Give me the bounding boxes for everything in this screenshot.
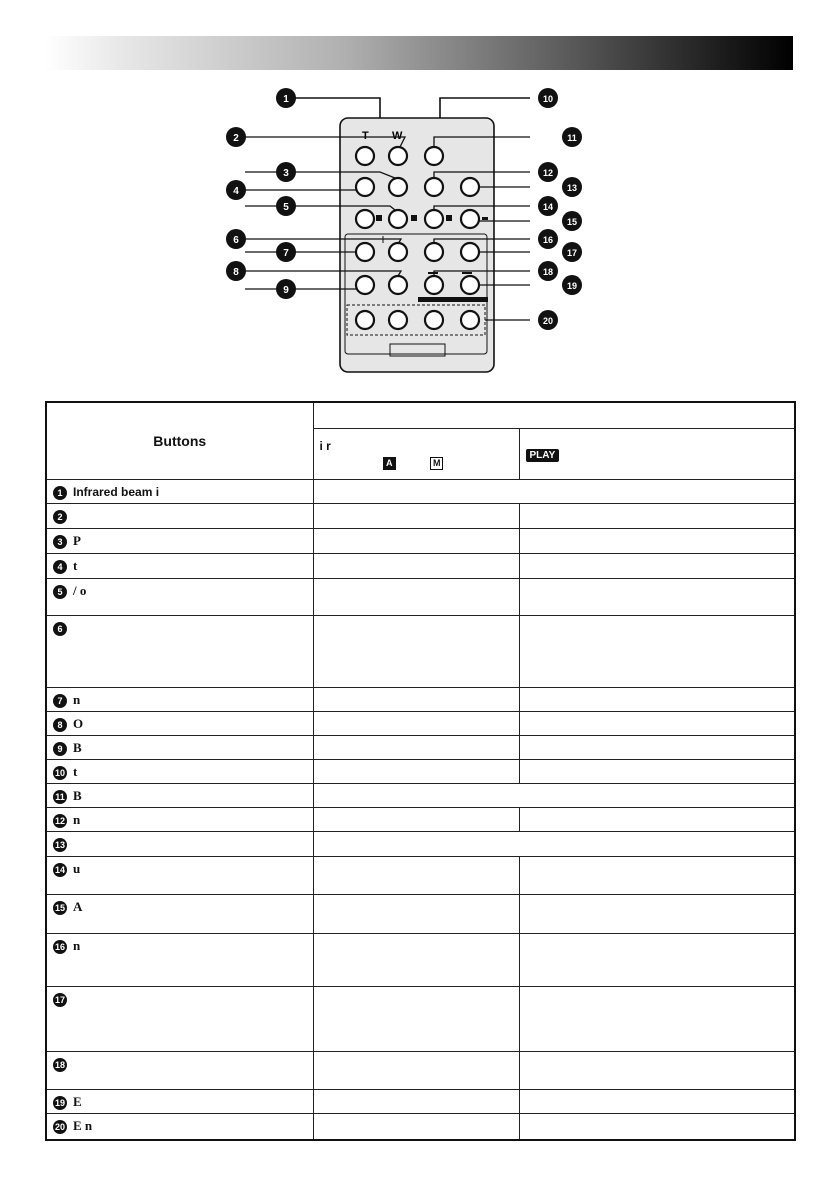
row-number-badge: 13 [54, 840, 65, 851]
table-row [46, 687, 795, 711]
table-row [46, 857, 795, 895]
table-row [46, 1051, 795, 1089]
row-number-badge: 15 [54, 903, 65, 914]
function-cell-record [313, 579, 519, 616]
button-name-text: E [73, 1094, 82, 1110]
button-name-text: Infrared beam i [73, 484, 160, 499]
callout-15: 15 [566, 217, 578, 227]
button-name-text: n [73, 691, 81, 707]
row-number-badge: 9 [53, 742, 67, 756]
function-cell-play [519, 1051, 795, 1089]
function-cell-play [519, 933, 795, 986]
button-function-table [45, 401, 796, 1141]
button-name-cell [46, 579, 313, 616]
button-name-cell [46, 554, 313, 579]
function-cell-record [313, 711, 519, 735]
row-number-badge: 8 [53, 718, 67, 732]
function-cell-record [313, 735, 519, 759]
callout-1: 1 [283, 94, 289, 105]
section-header-bar [45, 36, 793, 70]
function-cell-play [519, 759, 795, 783]
zoom-w-label: W [392, 130, 403, 142]
function-cell-merged [313, 783, 795, 807]
table-row [46, 735, 795, 759]
function-cell-play [519, 711, 795, 735]
button-name-text: t [73, 763, 78, 779]
function-cell-play [519, 687, 795, 711]
button-name-text: E n [73, 1118, 93, 1134]
callout-11: 11 [567, 133, 577, 143]
button-name-cell [46, 808, 313, 832]
function-cell-play [519, 1090, 795, 1114]
function-cell-merged [313, 479, 795, 503]
mode-auto-icon: A [383, 457, 396, 470]
row-number-badge: 18 [54, 1060, 65, 1070]
function-cell-record [313, 895, 519, 933]
function-cell-play [519, 1114, 795, 1140]
table-row [46, 986, 795, 1051]
table-row [46, 579, 795, 616]
callout-14: 14 [542, 202, 554, 212]
button-name-cell [46, 503, 313, 528]
table-row [46, 1114, 795, 1140]
callout-8: 8 [233, 267, 239, 278]
header-buttons: Buttons [46, 402, 313, 479]
button-name-text: B [73, 739, 82, 755]
callout-20: 20 [542, 316, 554, 326]
callout-17: 17 [566, 248, 578, 258]
mode-manual-icon: M [430, 457, 443, 470]
table-row [46, 895, 795, 933]
callout-18: 18 [542, 267, 554, 277]
row-number-badge: 19 [54, 1098, 65, 1109]
button-name-cell [46, 528, 313, 553]
table-row [46, 503, 795, 528]
function-cell-play [519, 554, 795, 579]
table-row [46, 808, 795, 832]
button-name-cell [46, 986, 313, 1051]
table-row [46, 554, 795, 579]
button-name-text: n [73, 937, 81, 953]
row-number-badge: 5 [53, 585, 67, 599]
function-cell-record [313, 1090, 519, 1114]
button-name-text: A [73, 899, 83, 915]
callout-13: 13 [566, 183, 578, 193]
button-name-text: n [73, 812, 81, 828]
button-name-text: / o [73, 583, 87, 599]
remote-control-diagram [220, 86, 590, 378]
button-name-cell [46, 1051, 313, 1089]
header-mode-play [519, 428, 795, 479]
callout-16: 16 [542, 235, 554, 245]
callout-5: 5 [283, 202, 289, 213]
header-function [313, 402, 795, 428]
callout-numbers-left [226, 88, 296, 299]
function-cell-play [519, 503, 795, 528]
callout-12: 12 [542, 168, 554, 178]
row-number-badge: 7 [53, 694, 67, 708]
button-name-text: u [73, 861, 81, 877]
button-name-cell [46, 711, 313, 735]
function-cell-record [313, 554, 519, 579]
function-cell-play [519, 735, 795, 759]
row-number-badge: 12 [54, 816, 65, 827]
function-cell-record [313, 933, 519, 986]
button-name-cell [46, 1114, 313, 1140]
callout-2: 2 [233, 133, 239, 144]
function-cell-record [313, 759, 519, 783]
table-row [46, 479, 795, 503]
remote-black-bar [418, 297, 488, 302]
table-row [46, 711, 795, 735]
row-number-badge: 10 [54, 767, 65, 778]
header-mode-record-text: i r [319, 438, 331, 453]
table-row [46, 528, 795, 553]
table-row [46, 832, 795, 857]
function-cell-record [313, 616, 519, 687]
table-row [46, 1090, 795, 1114]
row-number-badge: 17 [54, 994, 65, 1005]
function-cell-record [313, 503, 519, 528]
button-name-cell [46, 479, 313, 503]
button-name-cell [46, 857, 313, 895]
button-name-cell [46, 735, 313, 759]
callout-6: 6 [233, 235, 239, 246]
row-number-badge: 11 [53, 790, 67, 804]
row-number-badge: 1 [53, 486, 67, 500]
function-cell-record [313, 687, 519, 711]
callout-4: 4 [233, 186, 239, 197]
function-cell-record [313, 808, 519, 832]
button-name-text: O [73, 715, 84, 731]
button-name-text: P [73, 532, 81, 548]
button-name-text: B [73, 787, 82, 803]
row-number-badge: 14 [54, 865, 65, 876]
function-cell-play [519, 857, 795, 895]
row-number-badge: 3 [53, 535, 67, 549]
button-name-cell [46, 933, 313, 986]
function-cell-record [313, 986, 519, 1051]
callout-numbers-right [538, 88, 582, 330]
button-name-text: t [73, 558, 78, 574]
table-row [46, 783, 795, 807]
table-row [46, 759, 795, 783]
row-number-badge: 20 [54, 1122, 65, 1133]
zoom-t-label: T [362, 130, 369, 142]
button-name-cell [46, 759, 313, 783]
function-cell-play [519, 579, 795, 616]
row-number-badge: 2 [53, 510, 67, 524]
function-cell-record [313, 1114, 519, 1140]
callout-9: 9 [283, 285, 289, 296]
button-name-cell [46, 1090, 313, 1114]
button-name-cell [46, 832, 313, 857]
button-name-cell [46, 687, 313, 711]
callout-19: 19 [566, 281, 578, 291]
table-row [46, 933, 795, 986]
function-cell-play [519, 808, 795, 832]
function-cell-play [519, 528, 795, 553]
play-mode-icon: PLAY [526, 449, 560, 462]
function-cell-record [313, 857, 519, 895]
callout-3: 3 [283, 168, 289, 179]
button-name-cell [46, 895, 313, 933]
row-number-badge: 4 [53, 560, 67, 574]
button-name-cell [46, 616, 313, 687]
function-cell-record [313, 1051, 519, 1089]
function-cell-merged [313, 832, 795, 857]
table-row [46, 616, 795, 687]
function-cell-play [519, 986, 795, 1051]
header-mode-record [313, 428, 519, 479]
callout-7: 7 [283, 248, 289, 259]
function-cell-play [519, 616, 795, 687]
button-name-cell [46, 783, 313, 807]
callout-10: 10 [542, 94, 554, 104]
function-cell-record [313, 528, 519, 553]
row-number-badge: 16 [54, 941, 65, 952]
function-cell-play [519, 895, 795, 933]
row-number-badge: 6 [53, 622, 67, 636]
